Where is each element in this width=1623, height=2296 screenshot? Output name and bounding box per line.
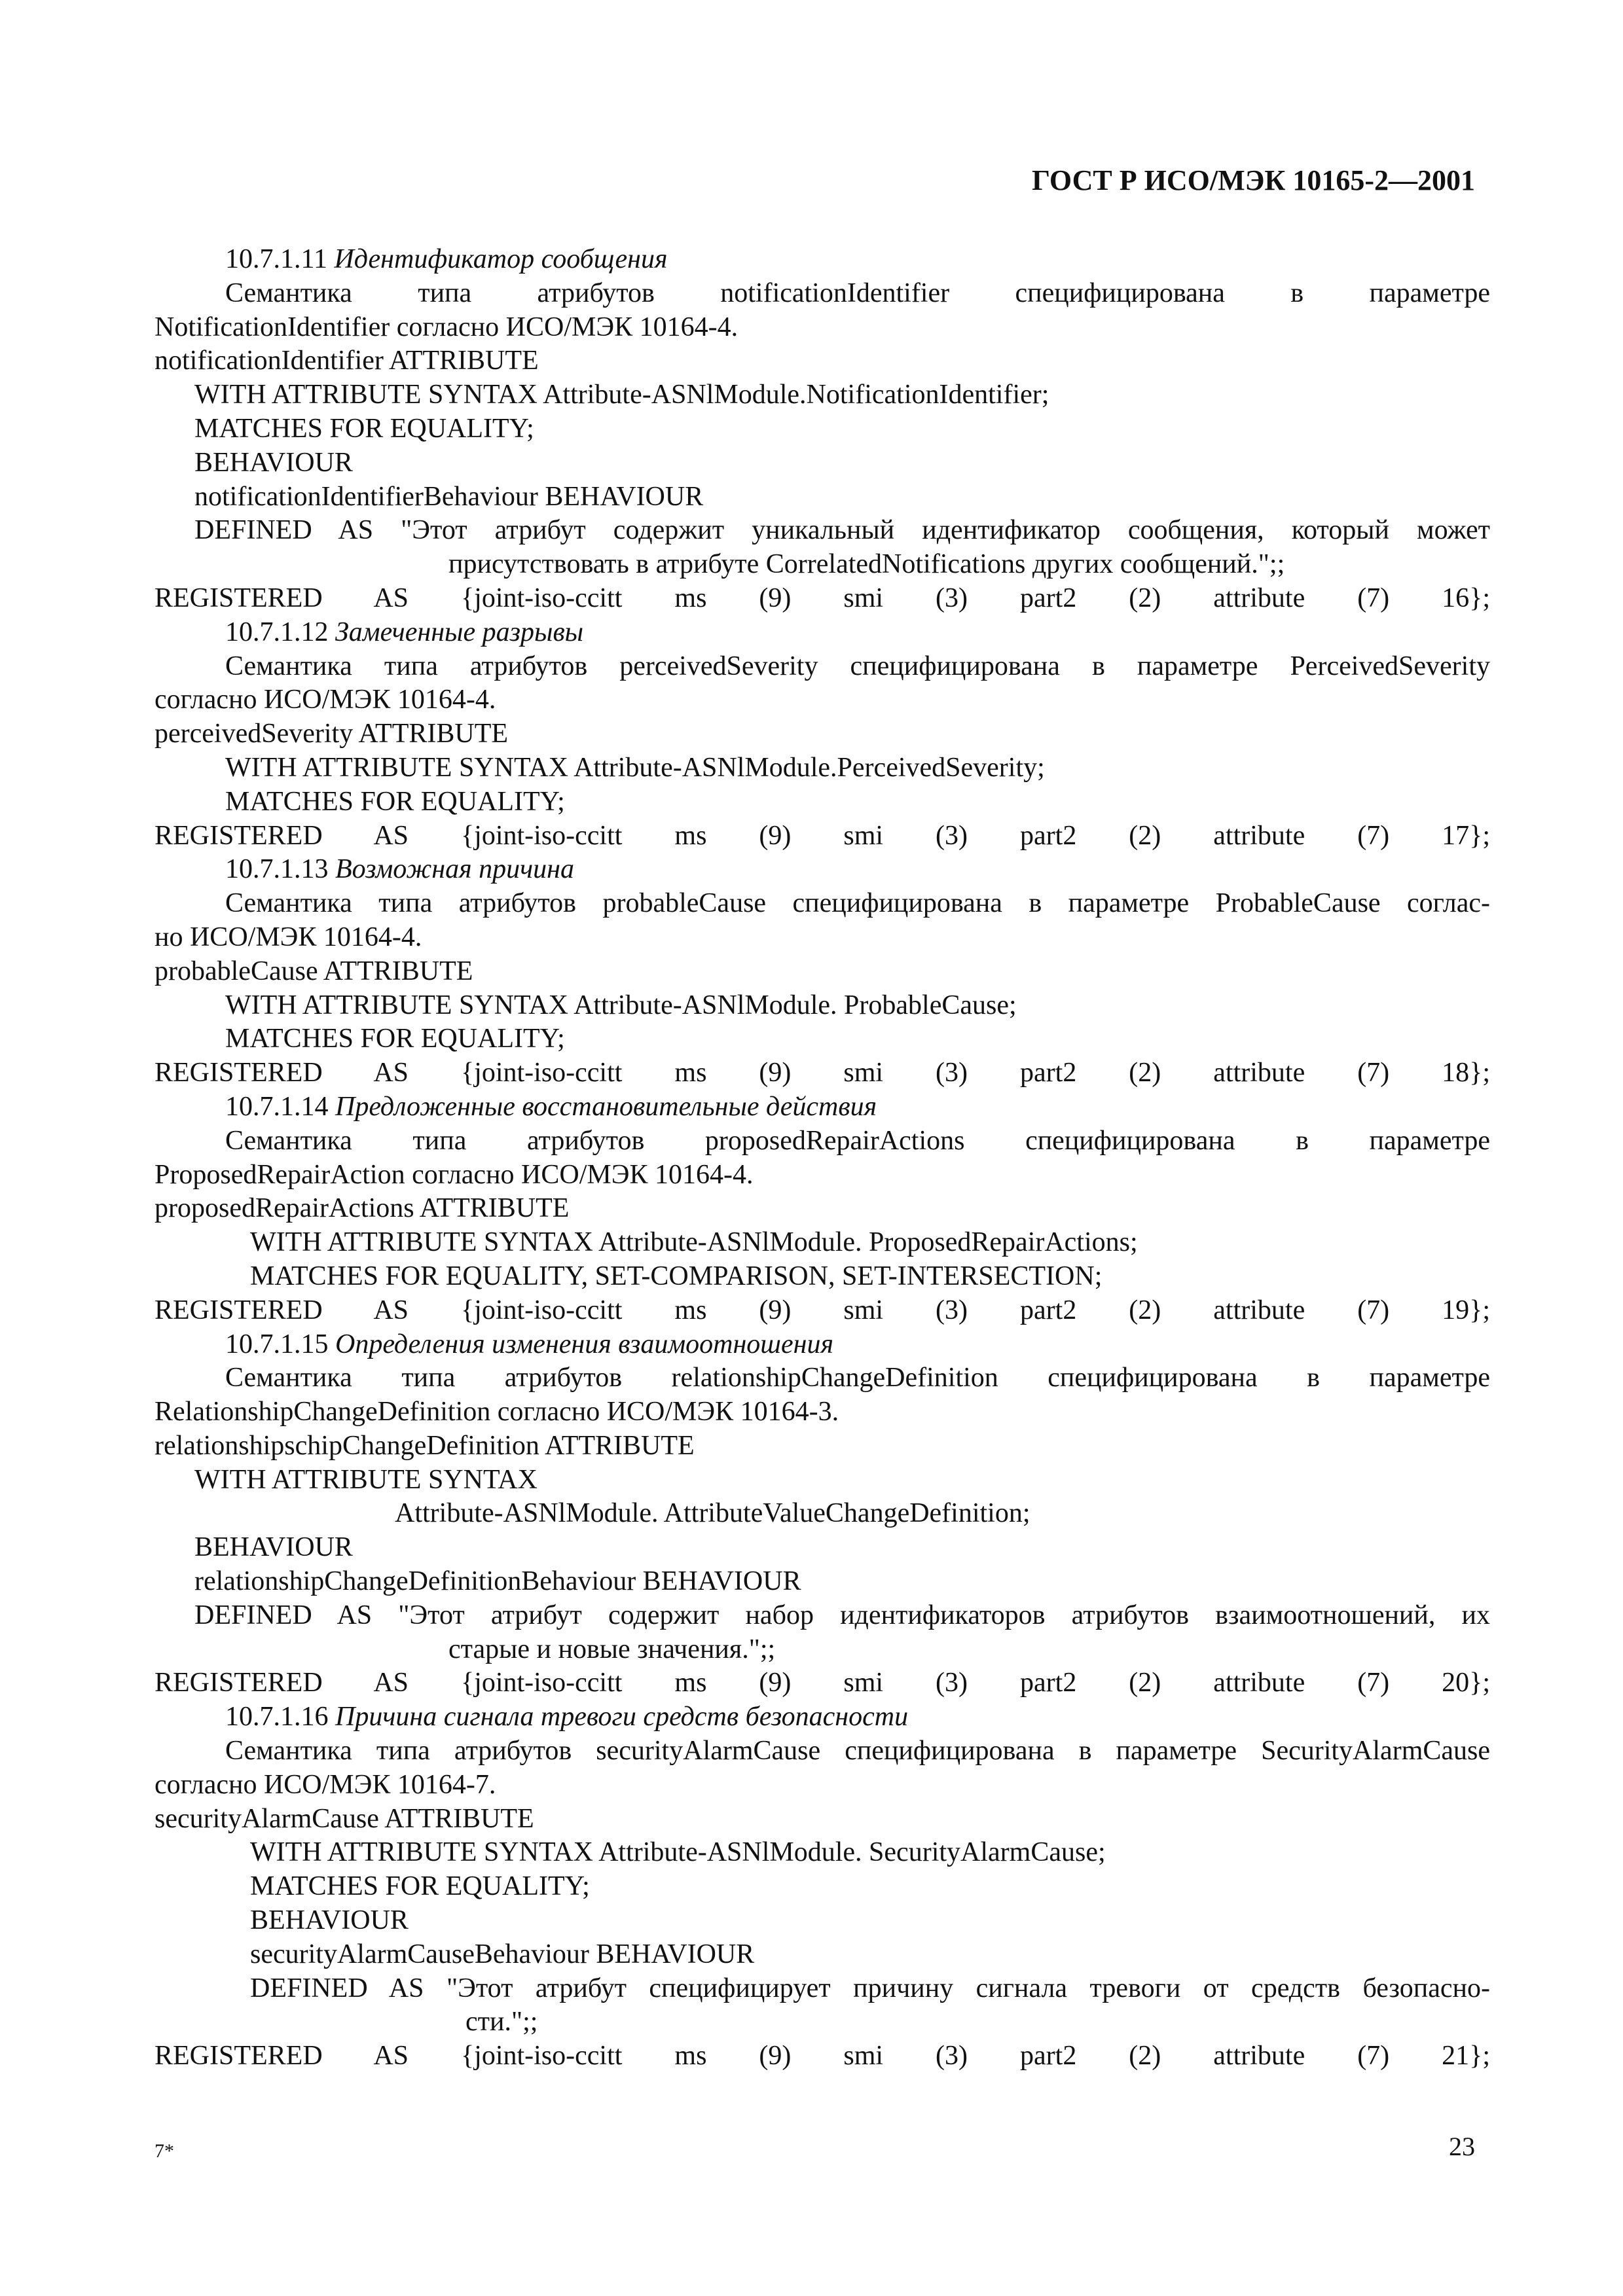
text-line: WITH ATTRIBUTE SYNTAX Attribute-ASNlModule. SecurityAlarmCause; [250, 1837, 1106, 1868]
text-line: DEFINED AS "Этот атрибут содержит набор идентификаторов атрибутов взаимоотношений, их [194, 1600, 1490, 1630]
section-heading [155, 1700, 1490, 1734]
section-title: Возможная причина [335, 854, 574, 885]
text-line: BEHAVIOUR [250, 1905, 409, 1936]
text-line: REGISTERED AS {joint-iso-ccitt ms (9) smi (3) part2 (2) attribute (7) 16}; [155, 583, 1490, 613]
text-line: ProposedRepairAction согласно ИСО/МЭК 10164-4. [155, 1159, 754, 1190]
text-line: relationshipChangeDefinitionBehaviour BEHAVIOUR [194, 1566, 801, 1597]
text-line: присутствовать в атрибуте CorrelatedNotifications других сообщений.";; [448, 549, 1285, 580]
section-title: Замеченные разрывы [335, 617, 584, 647]
section-title: Предложенные восстановительные действия [335, 1091, 877, 1122]
text-line: probableCause ATTRIBUTE [155, 956, 473, 986]
text-line: Семантика типа атрибутов proposedRepairActions специфицирована в параметре [225, 1125, 1490, 1156]
text-line: но ИСО/МЭК 10164-4. [155, 922, 422, 952]
text-line: Семантика типа атрибутов probableCause специфицирована в параметре ProbableCause соглас- [225, 888, 1490, 919]
text-line: WITH ATTRIBUTE SYNTAX Attribute-ASNlModule.PerceivedSeverity; [225, 752, 1045, 783]
text-line: MATCHES FOR EQUALITY; [225, 1024, 565, 1054]
text-line: Семантика типа атрибутов securityAlarmCause специфицирована в параметре SecurityAlarmCause [225, 1736, 1490, 1767]
text-line: REGISTERED AS {joint-iso-ccitt ms (9) smi (3) part2 (2) attribute (7) 21}; [155, 2041, 1490, 2072]
section-number: 10.7.1.14 [225, 1091, 329, 1122]
section-heading [155, 243, 1490, 277]
text-line: DEFINED AS "Этот атрибут специфицирует причину сигнала тревоги от средств безопасно- [250, 1973, 1490, 2003]
text-line: Семантика типа атрибутов relationshipChangeDefinition специфицирована в параметре [225, 1363, 1490, 1393]
text-line: proposedRepairActions ATTRIBUTE [155, 1193, 570, 1224]
text-line: WITH ATTRIBUTE SYNTAX [194, 1464, 538, 1495]
section-number: 10.7.1.15 [225, 1329, 329, 1359]
text-line: старые и новые значения.";; [448, 1634, 776, 1664]
text-line: WITH ATTRIBUTE SYNTAX Attribute-ASNlModule.NotificationIdentifier; [194, 380, 1049, 410]
text-line: BEHAVIOUR [194, 447, 353, 478]
page-number: 23 [1449, 2132, 1475, 2161]
section-title: Идентификатор сообщения [334, 244, 668, 274]
section-heading [155, 616, 1490, 650]
signature-mark: 7* [155, 2140, 174, 2162]
text-line: Семантика типа атрибутов perceivedSeverity специфицирована в параметре PerceivedSeverity [225, 651, 1490, 681]
text-line: BEHAVIOUR [194, 1532, 353, 1563]
text-line: MATCHES FOR EQUALITY, SET-COMPARISON, SET-INTERSECTION; [250, 1261, 1103, 1291]
text-line: DEFINED AS "Этот атрибут содержит уникальный идентификатор сообщения, который может [194, 515, 1490, 546]
text-line: MATCHES FOR EQUALITY; [250, 1871, 590, 1902]
text-line: MATCHES FOR EQUALITY; [194, 413, 534, 444]
section-number: 10.7.1.13 [225, 854, 329, 885]
text-line: RelationshipChangeDefinition согласно ИСО/МЭК 10164-3. [155, 1397, 839, 1427]
section-title: Причина сигнала тревоги средств безопасности [335, 1702, 909, 1732]
text-line: securityAlarmCause ATTRIBUTE [155, 1803, 534, 1834]
text-line: WITH ATTRIBUTE SYNTAX Attribute-ASNlModule. ProposedRepairActions; [250, 1227, 1138, 1258]
section-heading [155, 853, 1490, 887]
section-heading [155, 1328, 1490, 1362]
text-line: согласно ИСО/МЭК 10164-7. [155, 1769, 496, 1800]
section-heading [155, 1090, 1490, 1124]
document-body [155, 243, 1490, 2073]
text-line: Attribute-ASNlModule. AttributeValueChangeDefinition; [395, 1498, 1030, 1529]
text-line: relationshipschipChangeDefinition ATTRIBUTE [155, 1430, 695, 1461]
text-line: REGISTERED AS {joint-iso-ccitt ms (9) smi (3) part2 (2) attribute (7) 20}; [155, 1668, 1490, 1698]
text-line: сти.";; [465, 2007, 538, 2037]
section-number: 10.7.1.11 [225, 244, 327, 274]
text-line: WITH ATTRIBUTE SYNTAX Attribute-ASNlModule. ProbableCause; [225, 990, 1017, 1020]
section-number: 10.7.1.12 [225, 617, 329, 647]
text-line: perceivedSeverity ATTRIBUTE [155, 719, 509, 749]
text-line: согласно ИСО/МЭК 10164-4. [155, 685, 496, 715]
text-line: notificationIdentifier ATTRIBUTE [155, 346, 539, 376]
text-line: MATCHES FOR EQUALITY; [225, 786, 565, 817]
section-title: Определения изменения взаимоотношения [335, 1329, 834, 1359]
text-line: Семантика типа атрибутов notificationIdentifier специфицирована в параметре [225, 278, 1490, 308]
section-number: 10.7.1.16 [225, 1702, 329, 1732]
text-line: notificationIdentifierBehaviour BEHAVIOUR [194, 481, 704, 512]
document-header: ГОСТ Р ИСО/МЭК 10165-2—2001 [1031, 164, 1475, 196]
text-line: REGISTERED AS {joint-iso-ccitt ms (9) smi (3) part2 (2) attribute (7) 19}; [155, 1295, 1490, 1325]
text-line: securityAlarmCauseBehaviour BEHAVIOUR [250, 1939, 755, 1969]
text-line: REGISTERED AS {joint-iso-ccitt ms (9) smi (3) part2 (2) attribute (7) 17}; [155, 820, 1490, 851]
text-line: NotificationIdentifier согласно ИСО/МЭК 10164-4. [155, 312, 739, 342]
text-line: REGISTERED AS {joint-iso-ccitt ms (9) smi (3) part2 (2) attribute (7) 18}; [155, 1058, 1490, 1088]
